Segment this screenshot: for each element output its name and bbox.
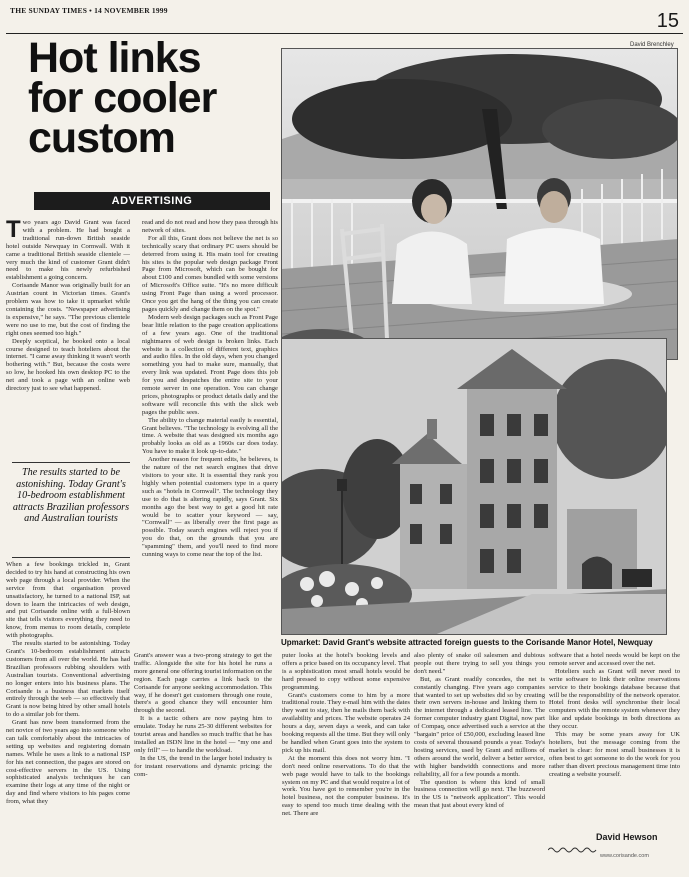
- hotel-photo-image: [282, 339, 667, 635]
- article-paragraph: Hoteliers such as Grant will never need to write software to link their online reservations service to their bookings database because that will be the responsibility of the network operator. Hotel front desks will synchronise their local computers with the remote system whenever they like and update bookings in both directions as they occur.: [549, 667, 680, 731]
- photo-credit: David Brenchley: [630, 42, 674, 48]
- article-paragraph: At the moment this does not worry him. "I don't need online reservations. To do that the web page would have to talk to the bookings system on my PC and that would require a lot of work. You have got to remember you're in the hotel business, not the computer business. It's easy to spend too much time dealing with the net. There are: [282, 754, 410, 818]
- article-paragraph: Modern web design packages such as Front Page bear little relation to the page creation applications of a few years ago. One of the traditional nightmares of web design is broken links. Each website is a collection of different text, graphics and audio files. In the old days, when you changed something you had to make sure, manually, that every link was updated. Front Page does this job for you and despatches the entire site to your remote server in one operation. You can change prices, photographs or product details daily and the software will reconcile this with the slick web pages the public sees.: [142, 313, 278, 416]
- article-paragraph: The results started to be astonishing. Today Grant's 10-bedroom establishment attracts customers from all over the world. He has had Brazilian professors rubbing shoulders with Australian tourists. Conventional advertising no longer enters into his business plans. The Corisande is a business that markets itself entirely through the web — so effectively that Grant is now being hired by other small hotels to do a similar job for them.: [6, 640, 130, 719]
- article-paragraph: puter looks at the hotel's booking levels and offers a price based on its occupancy level. That is a sophistication most small hotels would be hard pressed to copy without some expensive programming.: [282, 652, 410, 691]
- headline-line-1: Hot links: [28, 34, 201, 82]
- article-paragraph: Two years ago David Grant was faced with a problem. He had bought a traditional run-down British seaside hotel outside Newquay in Cornwall. With it came a traditional British seaside clientele — very much the kind of customer Grant didn't need to make his newly refurbished establishment a going concern.: [6, 219, 130, 282]
- article-paragraph: Corisande Manor was originally built for an Austrian count in Victorian times. Grant's problem was how to take it upmarket while containing the costs. "Newspaper advertising is expensive," he says. "The previous clientele were no use to me, but the cost of finding the right ones seemed too high.": [6, 282, 130, 337]
- headline-line-3: custom: [28, 114, 175, 162]
- article-paragraph: It is a tactic others are now paying him to emulate. Today he runs 25-30 different websites for tourist areas and handles so much traffic that he has installed an ISDN line in the hotel — "my one and only frill" — to handle the workload.: [134, 715, 272, 754]
- page-number: 15: [656, 10, 679, 32]
- article-paragraph: Another reason for frequent edits, he believes, is the nature of the net search engines that drive visitors to your site. It is essential they rank you highly when potential customers type in a query such as "hotels in Cornwall". The technology they use to do that is altering rapidly, says Grant. Six months ago the best way to get a good hit rate would be to scatter your keyword — say, "Cornwall" — as liberally over the first page as possible. Today search engines will reject you if you do that, on the grounds that you are "spamming" them, and you'll need to find more cunning ways to come near the top of the list.: [142, 456, 278, 559]
- section-label: ADVERTISING: [34, 192, 270, 210]
- article-column-1b: [6, 561, 130, 873]
- article-paragraph: The question is where this kind of small business connection will go next. The buzzword in the US is "network application". This would mean that just about every kind of: [414, 778, 545, 810]
- article-paragraph: The ability to change material easily is essential, Grant believes. "The technology is evolving all the time. A website that was designed six months ago probably looks as old as a 1960s car does today. You have to make it look up-to-date.": [142, 416, 278, 456]
- article-column-2: [142, 219, 278, 649]
- drop-cap: T: [6, 219, 21, 243]
- article-column-5: [414, 652, 545, 877]
- article-paragraph: Grant's customers come to him by a more traditional route. They e-mail him with the dates they want to stay, then he mails them back with availability and prices. The website operates 24 hours a day, seven days a week, and can take booking requests all the time. But they will only be handled when Grant goes into the system to pick up his mail.: [282, 691, 410, 754]
- headline: [28, 34, 278, 162]
- article-paragraph: Grant has now been transformed from the net novice of two years ago into someone who can talk comfortably about the intricacies of setting up websites and registering domain names. While he uses a link to a national ISP for his net connection, the pages are stored on cost-effective servers in the US. Using sophisticated analysis techniques he can examine their logs at any time of the night or day and find where visitors to his pages come from, what they: [6, 719, 130, 806]
- masthead: [6, 4, 683, 34]
- article-column-6: [549, 652, 680, 820]
- paper-date: THE SUNDAY TIMES • 14 NOVEMBER 1999: [10, 6, 168, 15]
- article-paragraph: Grant's answer was a two-prong strategy to get the traffic. Alongside the site for his hotel he runs a more general one offering tourist information on the region. Each page carries a link back to the Corisande for anyone seeking accommodation. This way, if he doesn't get customers through one route, there's a good chance they will encounter him through the second.: [134, 652, 272, 715]
- article-paragraph: also plenty of snake oil salesmen and dubious people out there trying to sell you things you don't need.": [414, 652, 545, 675]
- pull-quote: [12, 462, 130, 558]
- byline: David Hewson: [596, 832, 658, 842]
- article-paragraph: software that a hotel needs would be kept on the remote server and accessed over the net.: [549, 652, 680, 667]
- squiggle-divider-icon: [548, 845, 598, 855]
- article-paragraph: For all this, Grant does not believe the net is so technically scary that ordinary PC users should be deterred from using it. His main tool for creating his sites is the popular web design package Front Page from Microsoft, which can be bought for about £100 and comes bundled with some versions of Microsoft's Office suite. "It's no more difficult using Front Page than using a word processor. Once you get the hang of the thing you can create pages quickly and change them on the spot.": [142, 234, 278, 313]
- article-column-3: [134, 652, 272, 877]
- article-paragraph: This may be some years away for UK hoteliers, but the message coming from the market is clear: for most small businesses it is often best to get someone to do the work for you rather than divert precious management time into creating a website yourself.: [549, 731, 680, 778]
- photo-caption: Upmarket: David Grant's website attracted foreign guests to the Corisande Manor Hotel, Newquay: [281, 638, 653, 647]
- article-column-4: [282, 652, 410, 877]
- web-address[interactable]: www.corisande.com: [600, 853, 649, 859]
- article-column-1a: [6, 219, 130, 458]
- article-paragraph: In the US, the trend in the larger hotel industry is for instant reservations and dynamic pricing: the com-: [134, 754, 272, 778]
- pull-quote-text: The results started to be astonishing. Today Grant's 10-bedroom establishment attracts Brazilian professors and Australian tourists: [12, 467, 130, 525]
- terrace-photo: [281, 48, 678, 360]
- terrace-photo-image: [282, 49, 678, 360]
- article-paragraph: But, as Grant readily concedes, the net is constantly changing. Five years ago companies that wanted to set up websites did so by creating their own servers in-house and linking them to the internet through a dedicated leased line. The former computer industry giant Digital, now part of Compaq, once advertised such a service at the "bargain" price of £50,000, excluding leased line costs of several thousand pounds a year. Today's hosting services, used by Grant and millions of others around the world, deliver a better service, with higher bandwidth connections and more reliability, all for a few pounds a month.: [414, 675, 545, 778]
- article-paragraph: Deeply sceptical, he booked onto a local course designed to teach hoteliers about the internet. "I came away thinking it wasn't worth bothering with." But, because the costs were so low, he hooked his own desktop PC to the net and took a page with an online web directory just to see what happened.: [6, 337, 130, 393]
- article-paragraph: read and do not read and how they pass through his network of sites.: [142, 219, 278, 234]
- hotel-photo: [281, 338, 667, 635]
- article-paragraph: When a few bookings trickled in, Grant decided to try his hand at constructing his own web page through a local provider. When the service from that organisation proved unsatisfactory, he turned to a national ISP, sat down to learn the intricacies of web design, and put Corisande online with a full-blown site that tells visitors everything they need to know, from menus to room details, complete with photographs.: [6, 561, 130, 640]
- headline-line-2: for cooler: [28, 74, 217, 122]
